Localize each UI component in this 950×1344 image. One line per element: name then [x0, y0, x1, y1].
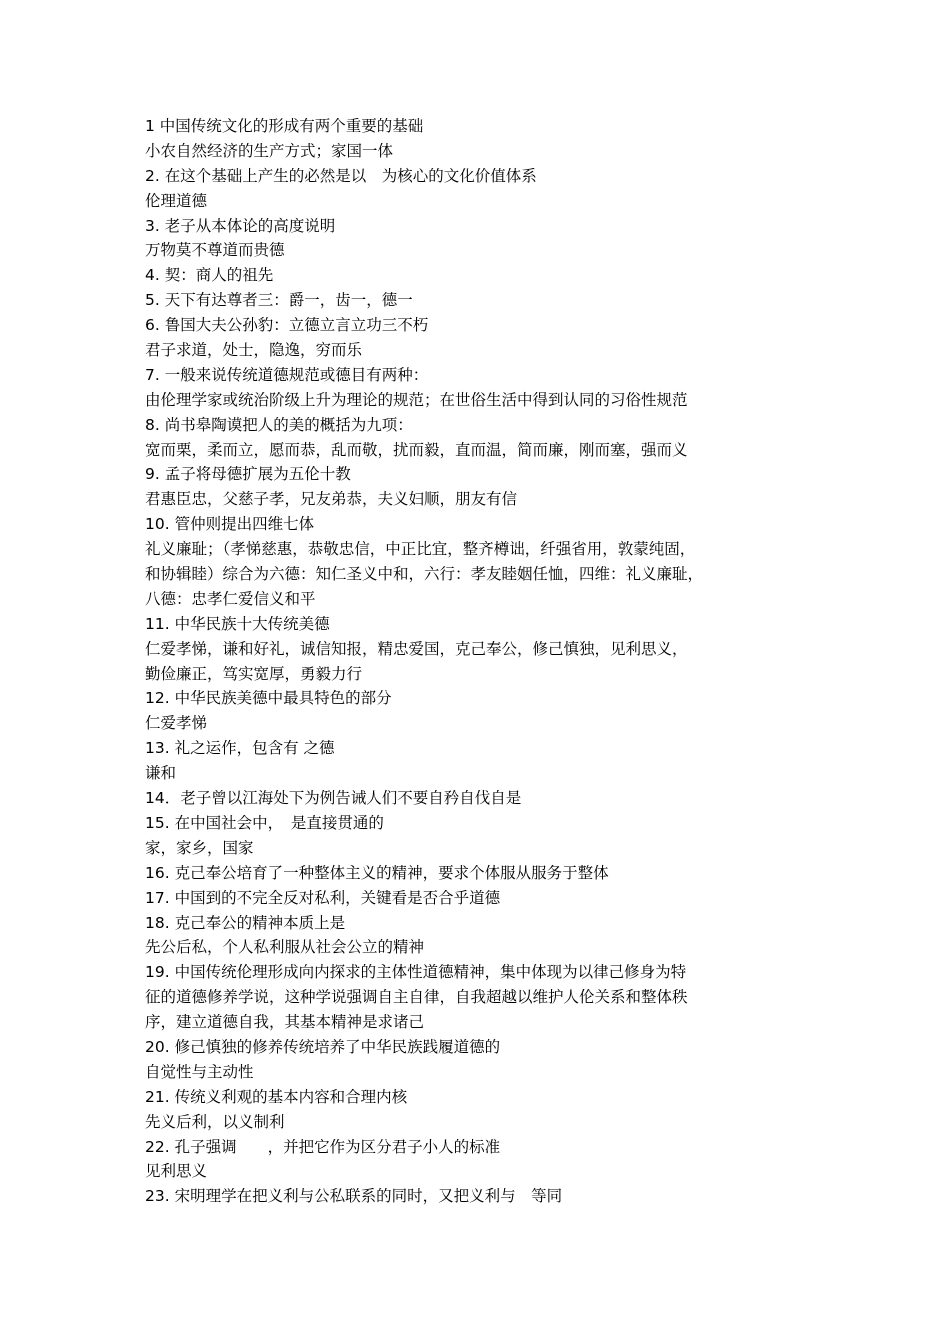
text-line: 4. 契：商人的祖先 [145, 266, 274, 285]
text-line: 1 中国传统文化的形成有两个重要的基础 [145, 117, 424, 135]
text-line: 万物莫不尊道而贵德 [145, 241, 285, 260]
text-line: 17. 中国到的不完全反对私利，关键看是否合乎道德 [145, 888, 501, 907]
text-line: 6. 鲁国大夫公孙豹：立德立言立功三不朽 [145, 316, 429, 335]
text-line: 16. 克己奉公培育了一种整体主义的精神，要求个体服从服务于整体 [145, 863, 609, 882]
text-line: 12. 中华民族美德中最具特色的部分 [145, 689, 392, 708]
text-line: 先公后私，个人私利服从社会公立的精神 [145, 938, 425, 957]
text-line: 伦理道德 [145, 191, 208, 210]
text-line: 征的道德修养学说，这种学说强调自主自律，自我超越以维护人伦关系和整体秩 [145, 988, 688, 1007]
text-line: 序，建立道德自我，其基本精神是求诸己 [145, 1013, 425, 1032]
text-line: 22. 孔子强调 ，并把它作为区分君子小人的标准 [145, 1137, 501, 1156]
text-line: 14．老子曾以江海处下为例告诫人们不要自矜自伐自是 [145, 789, 522, 808]
text-line: 23. 宋明理学在把义利与公私联系的同时，又把义利与 等同 [145, 1187, 563, 1206]
text-line: 家，家乡，国家 [145, 838, 254, 857]
text-line: 2. 在这个基础上产生的必然是以 为核心的文化价值体系 [145, 166, 537, 185]
text-line: 八德：忠孝仁爱信义和平 [145, 589, 316, 608]
text-line: 9. 孟子将母德扩展为五伦十教 [145, 465, 351, 484]
text-line: 18. 克己奉公的精神本质上是 [145, 913, 346, 932]
text-line: 君子求道，处士，隐逸，穷而乐 [145, 341, 363, 360]
text-line: 君惠臣忠，父慈子孝，兄友弟恭，夫义妇顺，朋友有信 [145, 490, 518, 509]
text-line: 和协辑睦）综合为六德：知仁圣义中和，六行：孝友睦姻任恤，四维：礼义廉耻， [145, 565, 704, 584]
text-line: 仁爱孝悌 [145, 714, 208, 733]
text-line: 勤俭廉正，笃实宽厚，勇毅力行 [145, 664, 363, 683]
text-line: 谦和 [145, 764, 177, 783]
text-line: 11. 中华民族十大传统美德 [145, 614, 330, 633]
text-line: 小农自然经济的生产方式；家国一体 [145, 141, 394, 160]
text-line: 21. 传统义利观的基本内容和合理内核 [145, 1087, 408, 1106]
text-line: 13. 礼之运作，包含有 之德 [145, 739, 335, 758]
text-line: 5. 天下有达尊者三：爵一，齿一，德一 [145, 291, 413, 310]
text-line: 先义后利，以义制利 [145, 1112, 285, 1131]
text-line: 15. 在中国社会中， 是直接贯通的 [145, 813, 384, 832]
text-line: 20. 修己慎独的修养传统培养了中华民族践履道德的 [145, 1037, 501, 1056]
text-line: 10. 管仲则提出四维七体 [145, 515, 315, 534]
text-line: 自觉性与主动性 [145, 1062, 254, 1081]
text-line: 宽而栗，柔而立，愿而恭，乱而敬，扰而毅，直而温，简而廉，刚而塞，强而义 [145, 440, 688, 459]
text-line: 见利思义 [145, 1162, 208, 1181]
text-line: 3. 老子从本体论的高度说明 [145, 216, 336, 235]
text-line: 仁爱孝悌，谦和好礼，诚信知报，精忠爱国，克己奉公，修己慎独，见利思义， [145, 639, 688, 658]
document-page [145, 114, 825, 1209]
text-line: 19. 中国传统伦理形成向内探求的主体性道德精神，集中体现为以律己修身为特 [145, 963, 687, 982]
text-line: 礼义廉耻；（孝悌慈惠，恭敬忠信，中正比宜，整齐樽诎，纤强省用，敦蒙纯固， [145, 540, 696, 559]
text-line: 由伦理学家或统治阶级上升为理论的规范；在世俗生活中得到认同的习俗性规范 [145, 390, 688, 409]
text-line: 8. 尚书皋陶谟把人的美的概括为九项： [145, 415, 413, 434]
text-line: 7. 一般来说传统道德规范或德目有两种： [145, 365, 429, 384]
